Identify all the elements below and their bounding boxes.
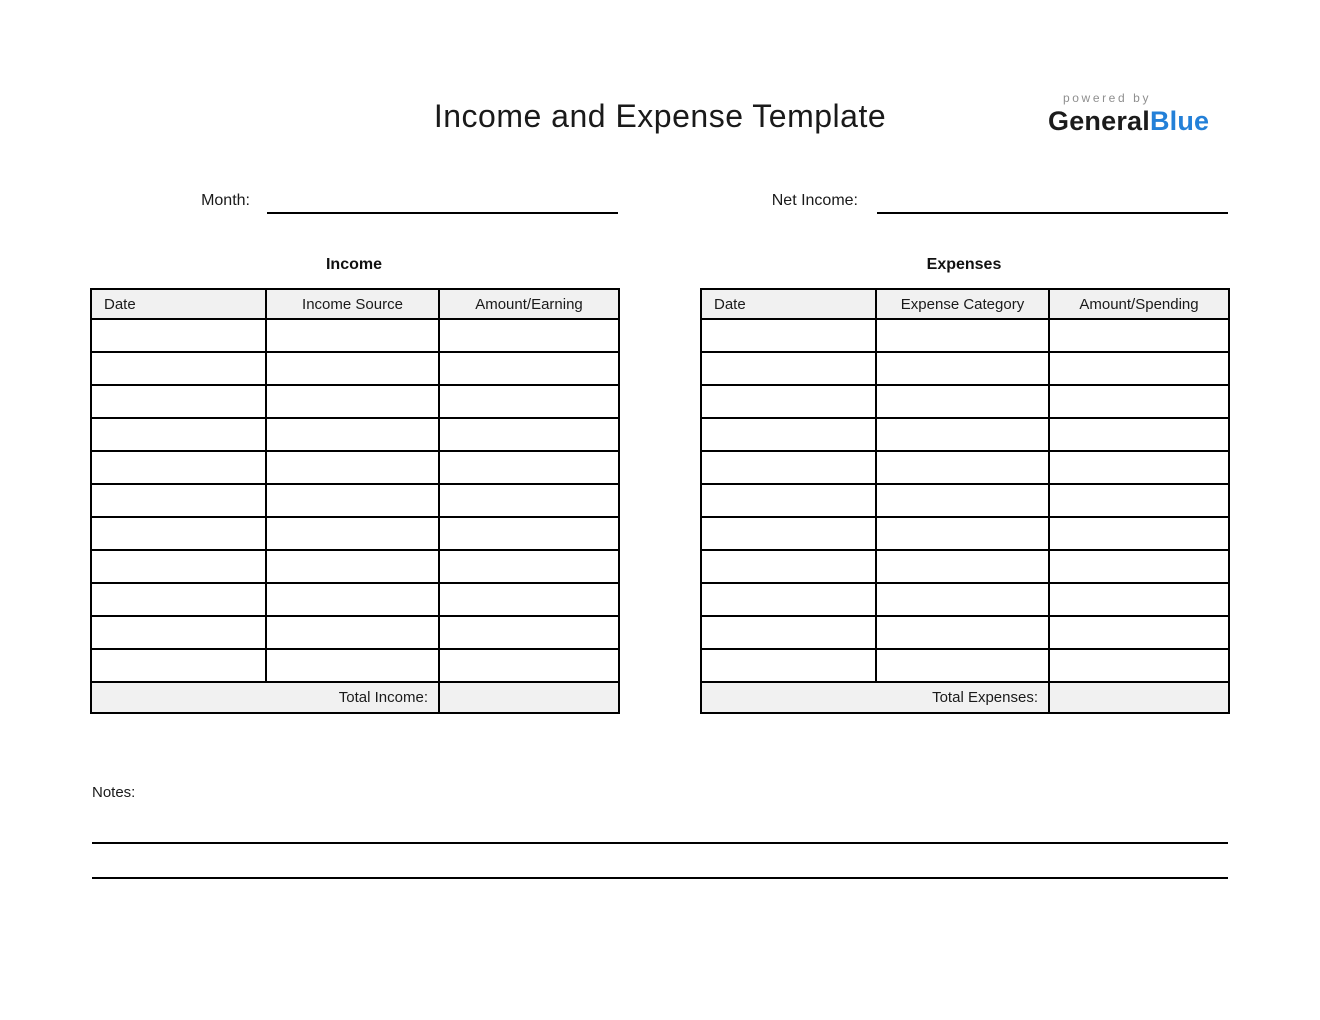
income-empty-cell[interactable] — [91, 550, 266, 583]
income-empty-cell[interactable] — [91, 352, 266, 385]
income-empty-cell[interactable] — [439, 484, 619, 517]
income-empty-cell[interactable] — [91, 583, 266, 616]
expenses-table-row — [701, 484, 1229, 517]
income-empty-cell[interactable] — [266, 484, 439, 517]
expenses-empty-cell[interactable] — [876, 451, 1049, 484]
income-empty-cell[interactable] — [91, 385, 266, 418]
income-empty-cell[interactable] — [266, 319, 439, 352]
expenses-empty-cell[interactable] — [1049, 418, 1229, 451]
income-table — [90, 288, 620, 714]
income-empty-cell[interactable] — [91, 649, 266, 682]
income-header-row — [91, 289, 619, 319]
expenses-empty-cell[interactable] — [701, 352, 876, 385]
expenses-empty-cell[interactable] — [1049, 550, 1229, 583]
expenses-empty-cell[interactable] — [1049, 583, 1229, 616]
expenses-header-date: Date — [701, 289, 876, 319]
income-empty-cell[interactable] — [439, 418, 619, 451]
income-table-row — [91, 319, 619, 352]
income-table-row — [91, 517, 619, 550]
income-table-row — [91, 583, 619, 616]
page-title: Income and Expense Template — [433, 98, 887, 134]
expenses-table-row — [701, 418, 1229, 451]
income-empty-cell[interactable] — [266, 385, 439, 418]
income-table-row — [91, 385, 619, 418]
net-income-label: Net Income: — [771, 192, 858, 209]
expenses-table-body — [701, 319, 1229, 682]
expenses-table-row — [701, 616, 1229, 649]
expenses-table-row — [701, 319, 1229, 352]
generalblue-logo — [1048, 90, 1238, 137]
expenses-table-row — [701, 649, 1229, 682]
expenses-empty-cell[interactable] — [1049, 319, 1229, 352]
expenses-table — [700, 288, 1230, 714]
expenses-header-row — [701, 289, 1229, 319]
income-empty-cell[interactable] — [266, 649, 439, 682]
expenses-empty-cell[interactable] — [1049, 649, 1229, 682]
expenses-empty-cell[interactable] — [701, 517, 876, 550]
expenses-empty-cell[interactable] — [701, 583, 876, 616]
income-table-row — [91, 352, 619, 385]
expenses-total-value[interactable] — [1049, 682, 1229, 713]
expenses-empty-cell[interactable] — [876, 616, 1049, 649]
expenses-empty-cell[interactable] — [876, 385, 1049, 418]
income-empty-cell[interactable] — [439, 550, 619, 583]
month-label: Month: — [201, 192, 250, 209]
income-table-row — [91, 484, 619, 517]
expenses-table-row — [701, 451, 1229, 484]
income-empty-cell[interactable] — [91, 484, 266, 517]
brand-name — [1048, 106, 1238, 137]
expenses-empty-cell[interactable] — [876, 649, 1049, 682]
expenses-empty-cell[interactable] — [1049, 352, 1229, 385]
expenses-table-row — [701, 385, 1229, 418]
expenses-table-row — [701, 517, 1229, 550]
income-empty-cell[interactable] — [266, 517, 439, 550]
powered-by-text: powered by — [1063, 91, 1152, 105]
income-empty-cell[interactable] — [266, 451, 439, 484]
expenses-empty-cell[interactable] — [701, 550, 876, 583]
expenses-header-category: Expense Category — [876, 289, 1049, 319]
expenses-table-row — [701, 352, 1229, 385]
income-empty-cell[interactable] — [439, 517, 619, 550]
income-empty-cell[interactable] — [91, 517, 266, 550]
income-empty-cell[interactable] — [91, 319, 266, 352]
income-empty-cell[interactable] — [439, 451, 619, 484]
income-empty-cell[interactable] — [91, 418, 266, 451]
expenses-empty-cell[interactable] — [1049, 385, 1229, 418]
income-table-body — [91, 319, 619, 682]
income-section — [90, 256, 618, 714]
expenses-empty-cell[interactable] — [876, 319, 1049, 352]
expenses-empty-cell[interactable] — [701, 385, 876, 418]
expenses-empty-cell[interactable] — [876, 484, 1049, 517]
expenses-empty-cell[interactable] — [701, 616, 876, 649]
month-field[interactable] — [267, 194, 618, 214]
income-empty-cell[interactable] — [91, 451, 266, 484]
expenses-empty-cell[interactable] — [876, 550, 1049, 583]
expenses-table-row — [701, 550, 1229, 583]
expenses-empty-cell[interactable] — [701, 451, 876, 484]
expenses-table-title: Expenses — [926, 256, 1002, 273]
income-table-row — [91, 550, 619, 583]
income-empty-cell[interactable] — [439, 319, 619, 352]
expenses-empty-cell[interactable] — [701, 484, 876, 517]
expenses-total-row — [701, 682, 1229, 713]
brand-name-blue: Blue — [1149, 106, 1210, 136]
expenses-empty-cell[interactable] — [701, 418, 876, 451]
income-empty-cell[interactable] — [266, 352, 439, 385]
expenses-empty-cell[interactable] — [876, 583, 1049, 616]
notes-line[interactable] — [92, 842, 1228, 844]
expenses-empty-cell[interactable] — [876, 352, 1049, 385]
income-total-label: Total Income: — [91, 682, 439, 713]
expenses-empty-cell[interactable] — [876, 517, 1049, 550]
income-empty-cell[interactable] — [266, 550, 439, 583]
income-empty-cell[interactable] — [439, 385, 619, 418]
income-table-title: Income — [325, 256, 382, 273]
expenses-empty-cell[interactable] — [701, 649, 876, 682]
income-header-date: Date — [91, 289, 266, 319]
expenses-empty-cell[interactable] — [876, 418, 1049, 451]
net-income-field[interactable] — [877, 194, 1228, 214]
notes-line[interactable] — [92, 877, 1228, 879]
expenses-empty-cell[interactable] — [1049, 517, 1229, 550]
income-total-value[interactable] — [439, 682, 619, 713]
income-header-amount: Amount/Earning — [439, 289, 619, 319]
income-table-row — [91, 451, 619, 484]
income-empty-cell[interactable] — [266, 418, 439, 451]
notes-label: Notes: — [92, 784, 136, 801]
income-total-row — [91, 682, 619, 713]
brand-name-general: General — [1048, 106, 1150, 136]
income-header-source: Income Source — [266, 289, 439, 319]
expenses-header-amount: Amount/Spending — [1049, 289, 1229, 319]
income-empty-cell[interactable] — [266, 583, 439, 616]
income-empty-cell[interactable] — [439, 352, 619, 385]
income-empty-cell[interactable] — [439, 583, 619, 616]
expenses-table-row — [701, 583, 1229, 616]
income-empty-cell[interactable] — [439, 649, 619, 682]
expenses-empty-cell[interactable] — [1049, 484, 1229, 517]
income-table-row — [91, 616, 619, 649]
income-empty-cell[interactable] — [439, 616, 619, 649]
expenses-section — [700, 256, 1228, 714]
expenses-empty-cell[interactable] — [1049, 616, 1229, 649]
expenses-empty-cell[interactable] — [701, 319, 876, 352]
income-empty-cell[interactable] — [91, 616, 266, 649]
expenses-empty-cell[interactable] — [1049, 451, 1229, 484]
income-empty-cell[interactable] — [266, 616, 439, 649]
income-table-row — [91, 649, 619, 682]
income-table-row — [91, 418, 619, 451]
expenses-total-label: Total Expenses: — [701, 682, 1049, 713]
